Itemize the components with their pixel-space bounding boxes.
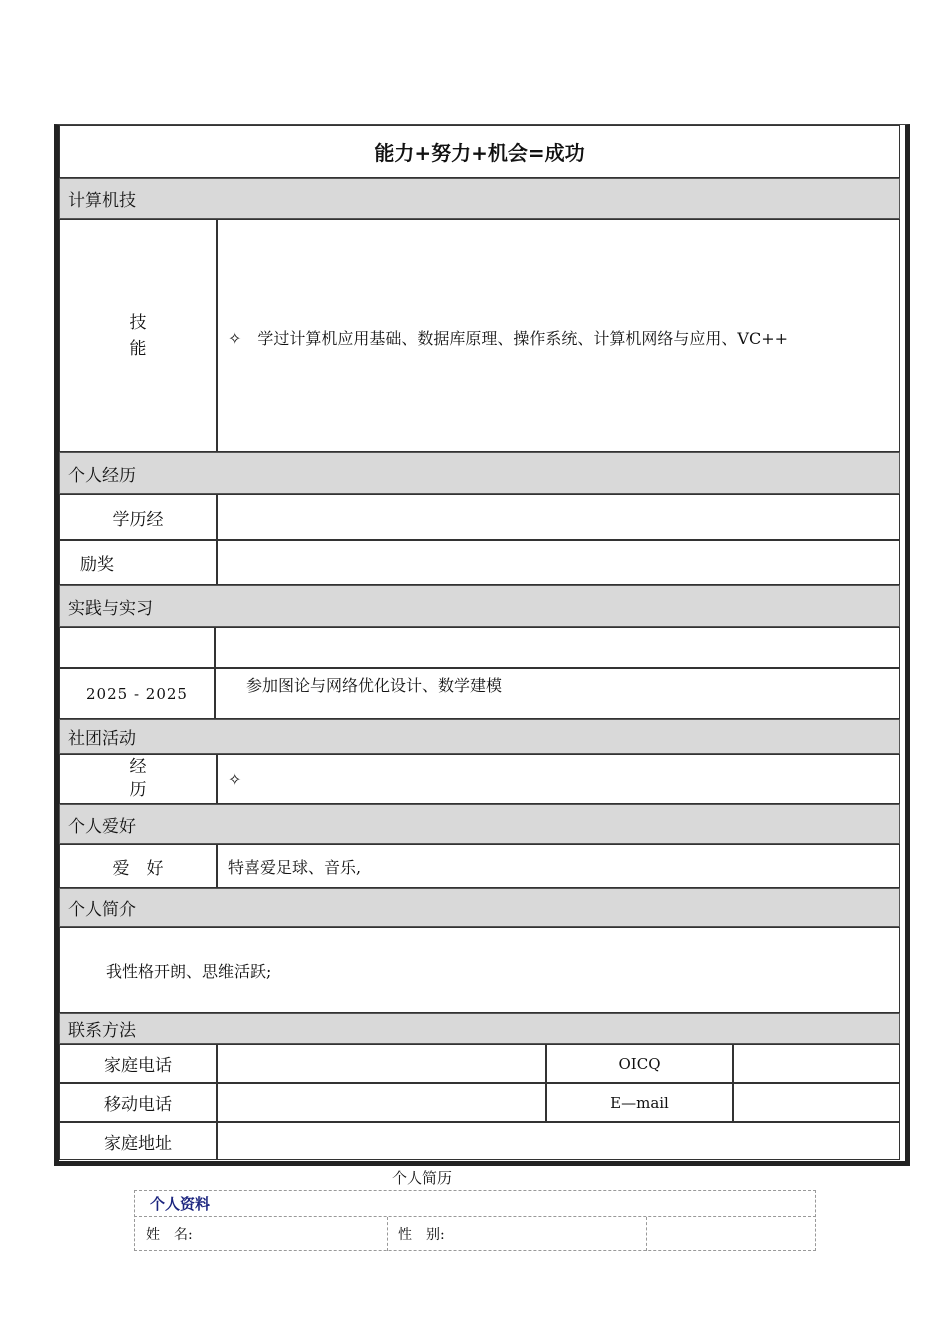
hobby-label: 爱 好 — [59, 844, 217, 888]
section-computer: 计算机技 — [59, 178, 900, 219]
section-hobby: 个人爱好 — [59, 804, 900, 844]
practice-period-1 — [59, 627, 215, 668]
mobile-label: 移动电话 — [59, 1083, 217, 1122]
name-divider — [387, 1217, 388, 1251]
email-value — [733, 1083, 900, 1122]
club-text: ✧ — [217, 754, 900, 804]
section-intro: 个人简介 — [59, 888, 900, 927]
skills-label: 技 能 — [59, 219, 217, 452]
section-experience: 个人经历 — [59, 452, 900, 494]
mobile-value — [217, 1083, 546, 1122]
hobby-text: 特喜爱足球、音乐, — [217, 844, 900, 888]
awards-label: 励奖 — [59, 540, 217, 585]
gender-label: 性 别: — [398, 1227, 445, 1243]
email-label: E—mail — [546, 1083, 733, 1122]
practice-content-1 — [215, 627, 900, 668]
education-value — [217, 494, 900, 540]
section-contact: 联系方法 — [59, 1013, 900, 1044]
section-club: 社团活动 — [59, 719, 900, 754]
address-value — [217, 1122, 900, 1160]
oicq-value — [733, 1044, 900, 1083]
oicq-label: OICQ — [546, 1044, 733, 1083]
awards-value — [217, 540, 900, 585]
intro-text: 我性格开朗、思维活跃; — [59, 927, 900, 1013]
address-label: 家庭地址 — [59, 1122, 217, 1160]
club-label: 经 历 — [59, 754, 217, 804]
resume-title: 能力+努力+机会=成功 — [59, 125, 900, 178]
practice-content-2: 参加图论与网络优化设计、数学建模 — [215, 668, 900, 719]
home-phone-label: 家庭电话 — [59, 1044, 217, 1083]
practice-period-2: 2025 - 2025 — [59, 668, 215, 719]
section-practice: 实践与实习 — [59, 585, 900, 627]
next-page-caption: 个人简历 — [391, 1169, 452, 1187]
name-label: 姓 名: — [146, 1227, 193, 1243]
home-phone-value — [217, 1044, 546, 1083]
education-label: 学历经 — [59, 494, 217, 540]
gender-divider — [646, 1217, 647, 1251]
skills-text: ✧ 学过计算机应用基础、数据库原理、操作系统、计算机网络与应用、VC++ — [217, 219, 900, 452]
personal-info-title: 个人资料 — [150, 1195, 211, 1213]
